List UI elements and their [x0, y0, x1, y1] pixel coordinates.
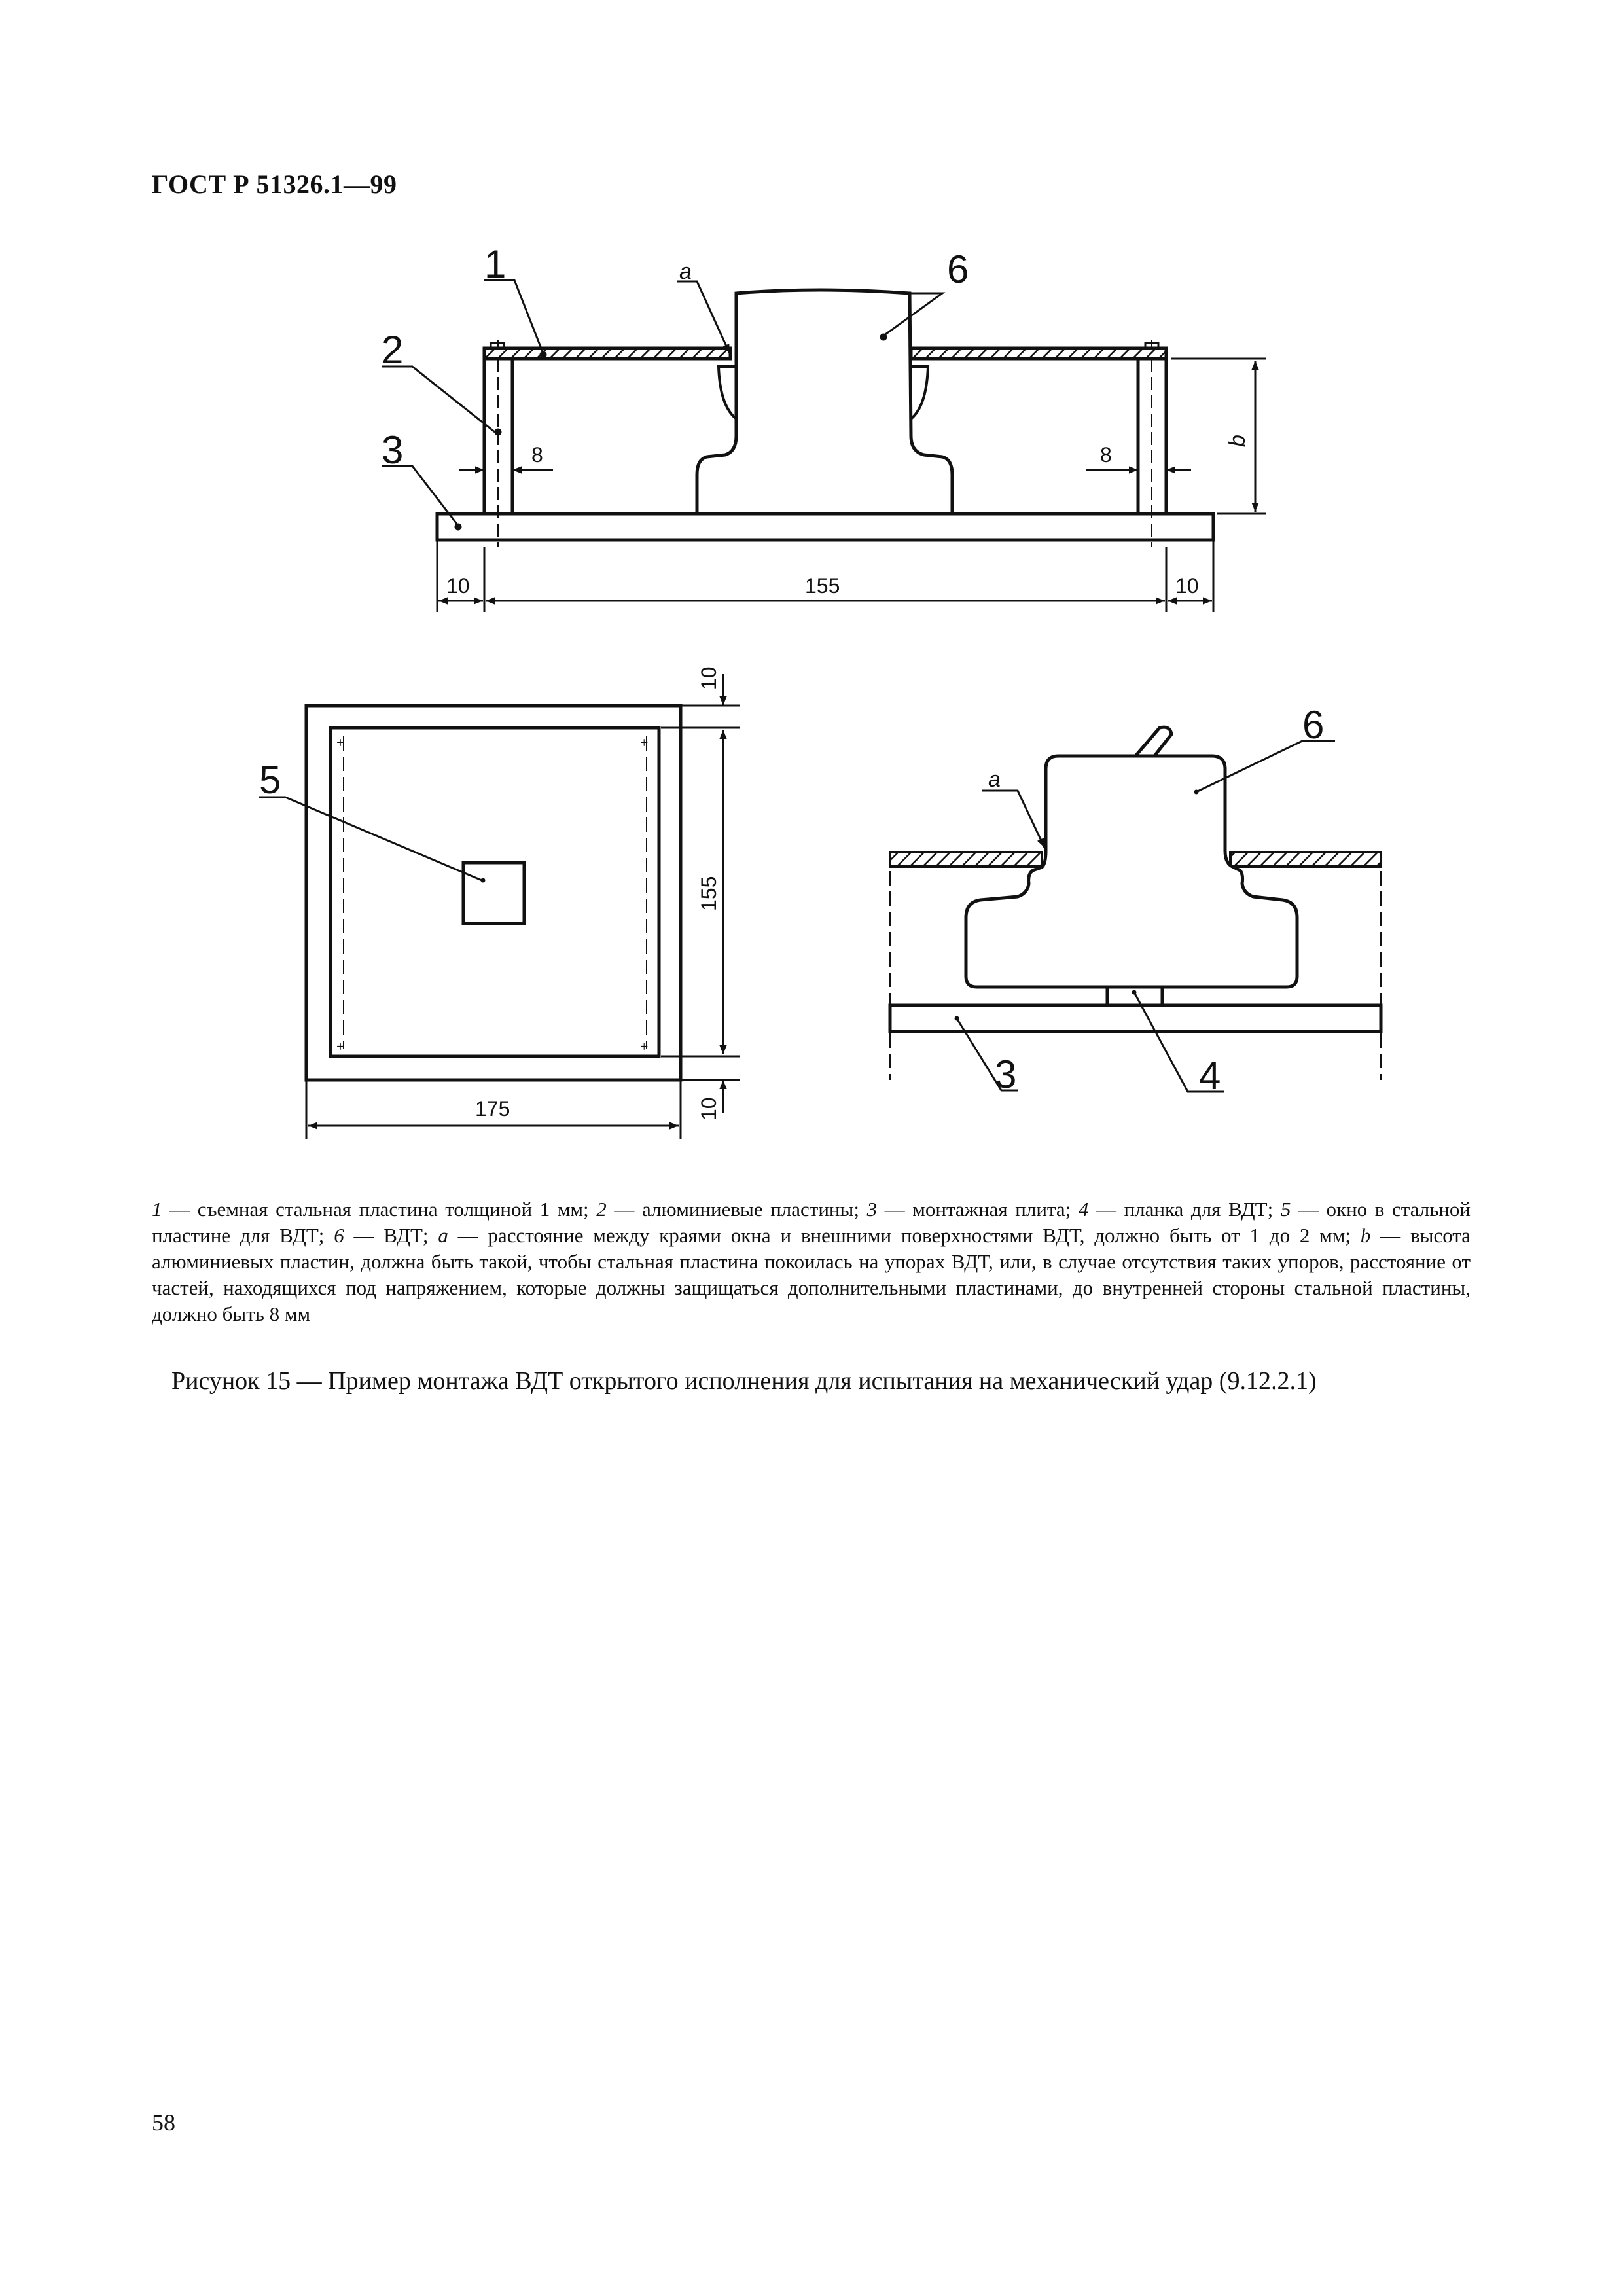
label-2: 2: [382, 328, 404, 372]
steel-plate-left-detail: [890, 852, 1042, 867]
svg-text:+: +: [336, 1038, 345, 1054]
label-6-detail: 6: [1302, 703, 1325, 747]
legend-text-1: — съемная стальная пластина толщиной 1 мм;: [162, 1198, 597, 1221]
legend-text-5: — окно в стальной пластине для ВДТ;: [152, 1198, 1471, 1247]
figure-title: Рисунок 15 — Пример монтажа ВДТ открытого исполнения для испытания на механический удар (9.12.2.1): [171, 1367, 1317, 1395]
label-a-top: a: [679, 259, 692, 284]
steel-plate-right: [911, 348, 1166, 359]
legend-text-3: — монтажная плита;: [877, 1198, 1079, 1221]
label-b: b: [1225, 435, 1250, 447]
dim-10-left: 10: [446, 574, 470, 598]
dim-155-bottom: 155: [805, 574, 840, 598]
legend-key-1: 1: [152, 1198, 162, 1221]
document-header: ГОСТ Р 51326.1—99: [152, 170, 397, 199]
legend-text-a: — расстояние между краями окна и внешними поверхностями ВДТ, должно быть от 1 до 2 мм;: [448, 1224, 1361, 1247]
dim-8-right: 8: [1100, 443, 1112, 467]
mounting-plate: [437, 514, 1213, 540]
label-1: 1: [484, 242, 507, 286]
legend-text-6: — ВДТ;: [344, 1224, 438, 1247]
steel-plate-right-detail: [1230, 852, 1381, 867]
dim-175: 175: [475, 1097, 510, 1121]
rail-for-rcd: [1107, 987, 1162, 1005]
outer-plate-square: [306, 706, 681, 1080]
dim-155-plan: 155: [697, 876, 721, 911]
side-elevation-view: [437, 290, 1213, 547]
label-3-detail: 3: [995, 1052, 1017, 1096]
legend-key-4: 4: [1078, 1198, 1089, 1221]
page-number: 58: [152, 2109, 175, 2136]
label-3: 3: [382, 428, 404, 472]
svg-text:+: +: [336, 734, 345, 751]
legend-key-3: 3: [866, 1198, 878, 1221]
dim-8-left: 8: [531, 443, 543, 467]
dim-10-plan-top: 10: [697, 666, 721, 690]
window-for-rcd: [463, 863, 524, 924]
legend-key-a: a: [438, 1224, 448, 1247]
mounting-plate-detail: [890, 1005, 1381, 1031]
legend-key-2: 2: [596, 1198, 607, 1221]
dim-10-plan-bottom: 10: [697, 1097, 721, 1121]
label-4-detail: 4: [1199, 1054, 1221, 1098]
figure-legend: [152, 1196, 1471, 1327]
label-a-detail: a: [988, 767, 1001, 792]
legend-key-5: 5: [1280, 1198, 1291, 1221]
steel-plate-left: [484, 348, 730, 359]
svg-text:+: +: [640, 1038, 649, 1054]
legend-key-b: b: [1360, 1224, 1371, 1247]
dim-10-right: 10: [1175, 574, 1199, 598]
label-6-top: 6: [947, 247, 969, 291]
svg-text:+: +: [640, 734, 649, 751]
label-5: 5: [259, 758, 281, 802]
steel-plate-square: [330, 728, 659, 1056]
legend-text-2: — алюминиевые пластины;: [606, 1198, 867, 1221]
legend-text-4: — планка для ВДТ;: [1088, 1198, 1281, 1221]
detail-view: [890, 727, 1381, 1092]
plan-view: [259, 674, 740, 1139]
legend-key-6: 6: [334, 1224, 344, 1247]
device-rcd-elevation: [697, 290, 952, 514]
legend-text-b: — высота алюминиевых пластин, должна быть такой, чтобы стальная пластина покоилась на упорах ВДТ, или, в случае отсутствия таких упоров, расстояние от частей, находящихся под напряжением, которые должны защищаться дополнительными пластинами, до внутренней стороны стальной пластины, должно быть 8 мм: [152, 1224, 1471, 1325]
